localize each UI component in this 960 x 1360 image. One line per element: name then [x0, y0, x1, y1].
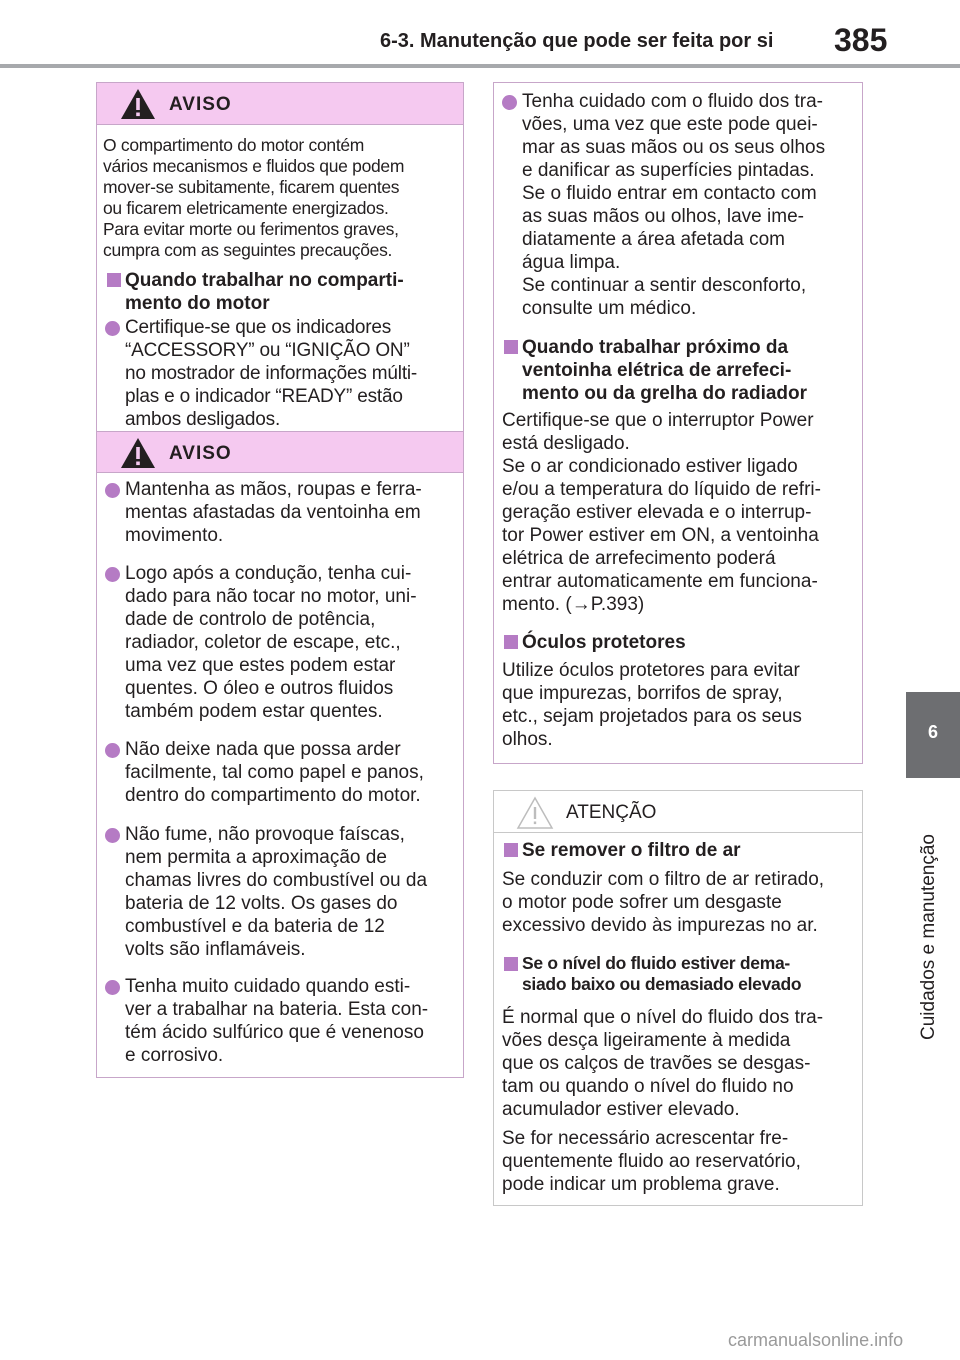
- paragraph: Se conduzir com o filtro de ar retirado, o motor pode sofrer um desgaste excessivo devido às impurezas no ar.: [502, 869, 825, 936]
- chapter-label-wrap: [918, 790, 948, 1040]
- caution-triangle-icon: [516, 796, 554, 830]
- square-bullet-icon: [504, 843, 518, 857]
- round-bullet-icon: [105, 567, 120, 582]
- bullet-text: Mantenha as mãos, roupas e ferra- mentas afastadas da ventoinha em movimento.: [125, 479, 422, 546]
- bullet-text: Não deixe nada que possa arder facilmente, tal como papel e panos, dentro do compartimento do motor.: [125, 739, 424, 806]
- watermark: carmanualsonline.info: [728, 1330, 904, 1350]
- warning-header: [97, 431, 463, 473]
- bullet-text: Certifique-se que os indicadores “ACCESSORY” ou “IGNIÇÃO ON” no mostrador de informações múlti- plas e o indicador “READY” estão ambos desligados.: [125, 317, 418, 430]
- caution-title: ATENÇÃO: [566, 802, 657, 823]
- warning-header: [97, 83, 463, 125]
- bullet-text: Logo após a condução, tenha cui- dado para não tocar no motor, uni- dade de controlo de potência, radiador, coletor de escape, etc., uma vez que estes podem estar quentes. O óleo e outros fluidos também podem estar quentes.: [125, 563, 417, 722]
- page-header: [0, 0, 960, 70]
- round-bullet-icon: [105, 828, 120, 843]
- warning-triangle-icon: [119, 436, 157, 470]
- square-bullet-icon: [504, 635, 518, 649]
- chapter-tab: [906, 692, 960, 778]
- caution-header: [494, 791, 862, 833]
- subheading-air-filter: Se remover o filtro de ar: [522, 840, 741, 861]
- round-bullet-icon: [105, 483, 120, 498]
- chapter-number: 6: [927, 722, 938, 742]
- round-bullet-icon: [502, 95, 517, 110]
- paragraph: Certifique-se que o interruptor Power está desligado. Se o ar condicionado estiver ligado e/ou a temperatura do líquido de refri- geração estiver elevada e o interrup- tor Power estiver em ON, a ventoinha elétrica de arrefecimento poderá entrar automaticamente em funciona- mento. (→P.393): [502, 410, 821, 615]
- round-bullet-icon: [105, 321, 120, 336]
- subheading-engine-compartment: Quando trabalhar no comparti- mento do motor: [125, 270, 404, 314]
- chapter-label: Cuidados e manutenção: [918, 834, 939, 1040]
- warning-title: AVISO: [169, 94, 232, 115]
- bullet-text: Tenha cuidado com o fluido dos tra- vões, uma vez que este pode quei- mar as suas mãos ou os seus olhos e danificar as superfícies pintadas. Se o fluido entrar em contacto com as suas mãos ou olhos, lave ime- diatamente a área afetada com água limpa. Se continuar a sentir desconforto, consulte um médico.: [522, 91, 826, 319]
- square-bullet-icon: [107, 273, 121, 287]
- header-rule: [0, 64, 960, 68]
- round-bullet-icon: [105, 980, 120, 995]
- paragraph: Se for necessário acrescentar fre- quentemente fluido ao reservatório, pode indicar um problema grave.: [502, 1128, 801, 1195]
- warning-title: AVISO: [169, 443, 232, 464]
- square-bullet-icon: [504, 957, 518, 971]
- warning-triangle-icon: [119, 87, 157, 121]
- warning-box-left: [96, 82, 464, 1078]
- section-title: 6-3. Manutenção que pode ser feita por si: [380, 30, 774, 52]
- warning-intro: O compartimento do motor contém vários mecanismos e fluidos que podem mover-se subitamente, ficarem quentes ou ficarem eletricamente energizados. Para evitar morte ou ferimentos graves, cumpra com as seguintes precauções.: [103, 135, 405, 260]
- page-number: 385: [834, 22, 888, 58]
- square-bullet-icon: [504, 340, 518, 354]
- bullet-text: Não fume, não provoque faíscas, nem permita a aproximação de chamas livres do combustível ou da bateria de 12 volts. Os gases do combustível e da bateria de 12 volts são inflamáveis.: [125, 824, 428, 960]
- caution-box: [493, 790, 863, 1206]
- paragraph: É normal que o nível do fluido dos tra- vões desça ligeiramente à medida que os calços de travões se desgas- tam ou quando o nível do fluido no acumulador estiver elevado.: [502, 1007, 824, 1120]
- paragraph: Utilize óculos protetores para evitar que impurezas, borrifos de spray, etc., sejam projetados para os seus olhos.: [502, 660, 802, 750]
- subheading-cooling-fan: Quando trabalhar próximo da ventoinha elétrica de arrefeci- mento ou da grelha do radiador: [522, 337, 808, 404]
- warning-box-right: [493, 82, 863, 764]
- subheading-goggles: Óculos protetores: [522, 632, 686, 653]
- bullet-text: Tenha muito cuidado quando esti- ver a trabalhar na bateria. Esta con- tém ácido sulfúrico que é venenoso e corrosivo.: [125, 976, 429, 1066]
- round-bullet-icon: [105, 743, 120, 758]
- subheading-fluid-level: Se o nível do fluido estiver dema- siado baixo ou demasiado elevado: [522, 953, 802, 994]
